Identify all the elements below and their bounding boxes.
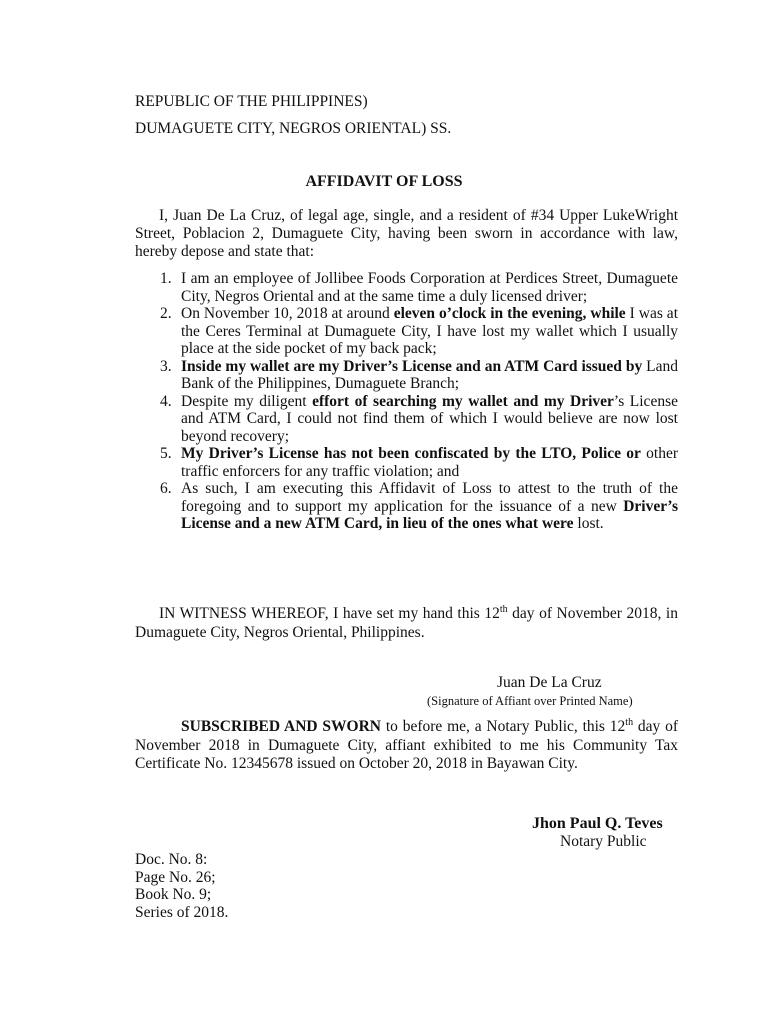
list-item [135, 270, 678, 305]
affiant-signature-caption: (Signature of Affiant over Printed Name) [427, 694, 633, 708]
item-text-end: other traffic enforcers for any traffic violation; and [181, 445, 678, 480]
jurat-bold-text: SUBSCRIBED AND SWORN [181, 718, 381, 735]
affiant-name: Juan De La Cruz [497, 674, 602, 691]
venue-line-republic: REPUBLIC OF THE PHILIPPINES) [135, 93, 368, 110]
statement-list [135, 270, 678, 533]
witness-ordinal: th [499, 603, 508, 615]
item-bold-text: Driver’s License and a new ATM Card, in lieu of the ones what were [181, 497, 678, 532]
item-bold-text: Inside my wallet are my Driver’s License and an ATM Card issued by [181, 357, 643, 375]
jurat-text: to before me, a Notary Public, this 12 [381, 718, 626, 735]
jurat-text-end: day of November 2018 in Dumaguete City, affiant exhibited to me his Community Tax Certificate No. 12345678 issued on October 20, 2018 in Bayawan City. [135, 718, 679, 772]
item-text: I am an employee of Jollibee Foods Corporation at Perdices Street, Dumaguete City, Negros Oriental and at the same time a duly licensed driver; [181, 270, 678, 305]
list-item [135, 305, 678, 358]
item-text: Despite my diligent [181, 392, 313, 410]
venue-line-city: DUMAGUETE CITY, NEGROS ORIENTAL) SS. [135, 120, 452, 137]
jurat-paragraph [135, 718, 678, 774]
witness-text: IN WITNESS WHEREOF, I have set my hand this 12 [159, 605, 500, 622]
doc-info-block [135, 851, 228, 921]
book-number: Book No. 9; [135, 886, 212, 903]
item-number: 5. [160, 445, 172, 462]
item-bold-text: My Driver’s License has not been confiscated by the LTO, Police or [181, 445, 641, 462]
item-number: 1. [160, 270, 172, 287]
list-item [135, 445, 678, 480]
witness-paragraph [135, 604, 678, 642]
doc-number: Doc. No. 8: [135, 851, 208, 868]
item-text-end: ’s License and ATM Card, I could not find them of which I would believe are now lost beyond recovery; [181, 392, 678, 445]
notary-title: Notary Public [560, 833, 647, 850]
item-bold-text: eleven o’clock in the evening, while [393, 305, 626, 322]
witness-text-end: day of November 2018, in Dumaguete City, Negros Oriental, Philippines. [135, 605, 678, 641]
item-number: 2. [160, 305, 172, 322]
document-title: AFFIDAVIT OF LOSS [305, 173, 463, 190]
series-year: Series of 2018. [135, 903, 229, 921]
intro-text: I, Juan De La Cruz, of legal age, single, and a resident of #34 Upper LukeWright Street, Poblacion 2, Dumaguete City, having been sworn in accordance with law, hereby depose and state that: [135, 207, 678, 260]
item-text-end: I was at the Ceres Terminal at Dumaguete City, I have lost my wallet which I usually place at the side pocket of my back pack; [181, 305, 678, 357]
item-text-end: Land Bank of the Philippines, Dumaguete Branch; [181, 357, 679, 392]
item-text: On November 10, 2018 at around [181, 305, 394, 322]
item-number: 4. [160, 392, 172, 410]
list-item [135, 480, 678, 533]
item-bold-text: effort of searching my wallet and my Driver [312, 392, 614, 410]
page-number: Page No. 26; [135, 868, 216, 886]
intro-paragraph [135, 207, 678, 261]
jurat-ordinal: th [625, 716, 634, 728]
item-text-end: lost. [573, 515, 604, 532]
item-number: 3. [160, 357, 172, 375]
item-number: 6. [160, 480, 172, 497]
list-item [135, 358, 678, 393]
notary-name: Jhon Paul Q. Teves [532, 815, 663, 832]
list-item [135, 393, 678, 446]
item-text: As such, I am executing this Affidavit of Loss to attest to the truth of the foregoing and to support my application for the issuance of a new [181, 480, 678, 515]
